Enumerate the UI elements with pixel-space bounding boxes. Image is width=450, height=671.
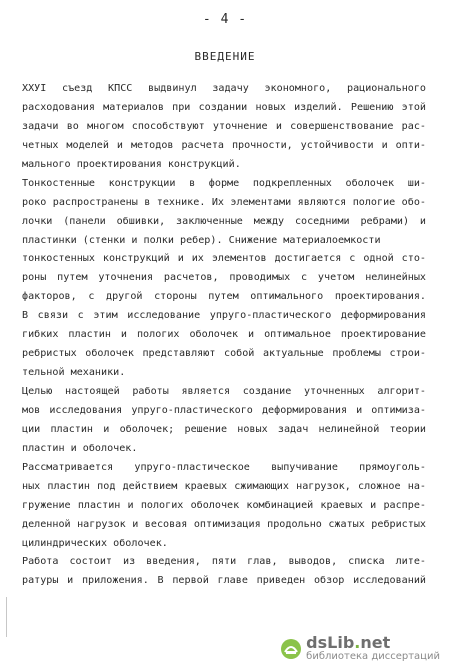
- text-line: пластинки (стенки и полки ребер). Снижение материалоемкости: [22, 234, 381, 246]
- text-line: ции пластин и оболочек; решение новых задач нелинейной теории: [22, 423, 426, 435]
- text-line: задачи во многом способствуют уточнение и совершенствование рас-: [22, 120, 426, 132]
- text-line: мов исследования упруго-пластического деформирования и оптимиза-: [22, 404, 426, 416]
- watermark: [280, 635, 440, 663]
- text-line: лочки (панели обшивки, заключенные между соседними ребрами) и: [22, 215, 426, 227]
- text-line: Рассматривается упруго-пластическое выпучивание прямоуголь-: [22, 461, 426, 473]
- text-line: В связи с этим исследование упруго-пластического деформирования: [22, 310, 426, 322]
- section-heading: ВВЕДЕНИЕ: [194, 50, 256, 63]
- watermark-site-prefix: dsLib: [306, 633, 355, 652]
- text-line: деленной нагрузок и весовая оптимизация продольно сжатых ребристых: [22, 518, 426, 530]
- text-line: Тонкостенные конструкции в форме подкрепленных оболочек ши-: [22, 177, 426, 189]
- text-line: тельной механики.: [22, 367, 126, 379]
- text-line: четных моделей и методов расчета прочности, устойчивости и опти-: [22, 139, 426, 151]
- watermark-site: [306, 635, 390, 651]
- text-line: ных пластин под действием краевых сжимающих нагрузок, сложное на-: [22, 480, 426, 492]
- margin-mark: [6, 597, 7, 637]
- text-line: роко распространены в технике. Их элементами являются пологие обо-: [22, 196, 426, 208]
- text-line: мального проектирования конструкций.: [22, 158, 241, 170]
- watermark-site-suffix: net: [360, 633, 391, 652]
- text-line: расходования материалов при создании новых изделий. Решению этой: [22, 101, 426, 113]
- text-line: гружение пластин и пологих оболочек комбинацией краевых и распре-: [22, 499, 426, 511]
- text-line: тонкостенных конструкций и их элементов достигается с одной сто-: [22, 253, 426, 265]
- dslib-logo-icon: [280, 638, 302, 660]
- text-line: ратуры и приложения. В первой главе приведен обзор исследований: [22, 575, 426, 587]
- text-line: факторов, с другой стороны путем оптимального проектирования.: [22, 291, 426, 303]
- watermark-site-dot: .: [354, 633, 361, 652]
- text-line: цилиндрических оболочек.: [22, 537, 168, 549]
- text-line: XXУI съезд КПСС выдвинул задачу экономного, рационального: [22, 83, 426, 94]
- text-line: роны путем уточнения расчетов, проводимых с учетом нелинейных: [22, 272, 426, 284]
- text-line: ребристых оболочек представляют собой актуальные проблемы строи-: [22, 348, 426, 360]
- watermark-caption: библиотека диссертаций: [306, 651, 440, 662]
- page-number: - 4 -: [202, 12, 248, 27]
- text-line: пластин и оболочек.: [22, 442, 138, 454]
- text-line: Работа состоит из введения, пяти глав, выводов, списка лите-: [22, 556, 426, 568]
- text-line: Целью настоящей работы является создание уточненных алгорит-: [22, 386, 426, 397]
- text-line: гибких пластин и пологих оболочек и оптимальное проектирование: [22, 329, 426, 341]
- body-text: [22, 80, 426, 591]
